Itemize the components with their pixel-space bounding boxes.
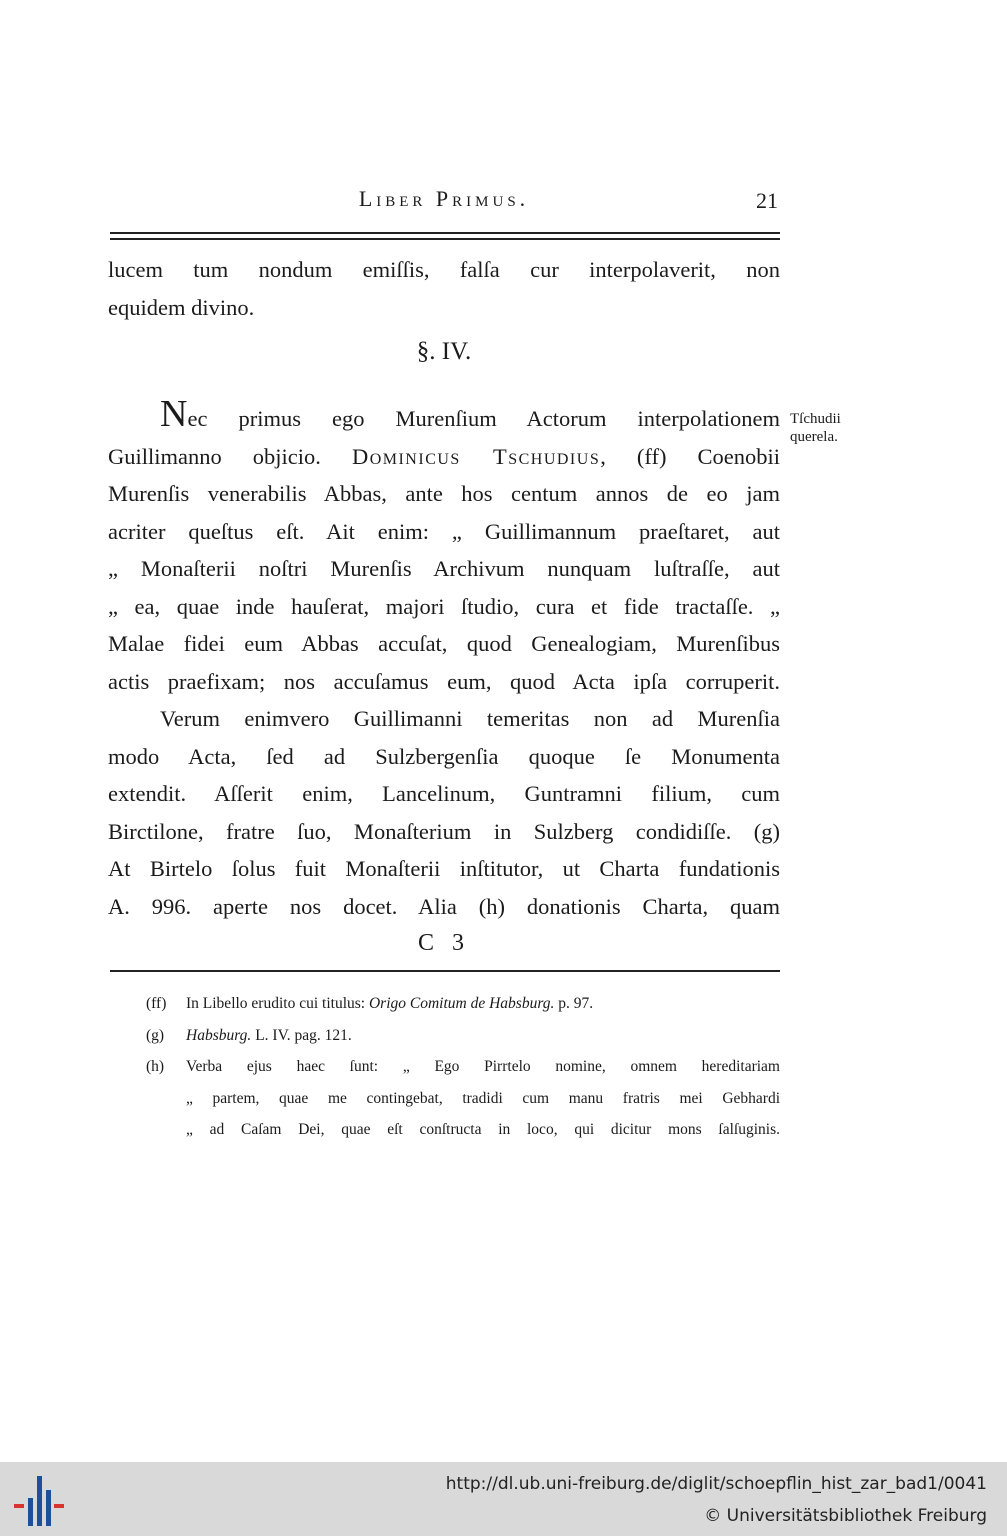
footnote-text: L. IV. pag. 121. [255,1026,352,1044]
text-line: „ ea, quae inde hauſerat, majori ſtudio, cura et fide tractaſſe. „ [108,593,780,619]
footnote-mark: (g) [146,1026,165,1044]
footnotes [146,988,780,1146]
document-url-link[interactable]: http://dl.ub.uni-freiburg.de/diglit/schoepflin_hist_zar_bad1/0041 [445,1474,987,1494]
footnote-rule [110,970,780,972]
drop-initial: N [160,393,188,435]
footnote-line: „ ad Caſam Dei, quae eſt conſtructa in loco, qui dicitur mons ſalſuginis. [186,1121,780,1138]
text-line: Murenſis venerabilis Abbas, ante hos centum annos de eo jam [108,481,780,506]
footnote-text: Verba ejus haec ſunt: „ Ego Pirrtelo nomine, omnem hereditariam [186,1058,780,1075]
footnote-h [146,1051,780,1083]
text-line: equidem divino. [108,294,255,320]
running-title: Liber Primus. [358,186,530,211]
text-line: lucem tum nondum emiſſis, falſa cur interpolaverit, non [108,257,780,282]
text-line: „ Monaſterii noſtri Murenſis Archivum nunquam luſtraſſe, aut [108,556,780,581]
running-head [108,186,780,216]
page-number: 21 [756,188,778,213]
author-name: Dominicus Tschudius [351,443,601,469]
footnote-g [146,1020,780,1052]
text-line: extendit. Aſſerit enim, Lancelinum, Guntramni filium, cum [108,781,780,806]
paragraph-2 [108,700,780,925]
text-line: actis praefixam; nos accuſamus eum, quod Acta ipſa corruperit. [108,668,780,694]
text-line [108,393,780,438]
footnote-title: Origo Comitum de Habsburg. [368,995,555,1012]
footnote-mark: (h) [146,1058,165,1075]
text-line: acriter queſtus eſt. Ait enim: „ Guillimannum praeſtaret, aut [108,518,780,544]
text-fragment: Guillimanno objicio. [108,443,321,469]
footnote-mark: (ff) [146,995,167,1012]
marginal-note [790,410,841,446]
footnote-title: Habsburg. [186,1026,252,1044]
text-fragment: , (ff) Coenobii [600,443,780,469]
section-heading: §. IV. [416,338,472,365]
marginal-note-line: querela. [790,429,838,445]
footnote-line: „ partem, quae me contingebat, tradidi cum manu fratris mei Gebhardi [186,1089,780,1107]
copyright-notice: © Universitätsbibliothek Freiburg [704,1506,987,1526]
text-line: At Birtelo ſolus fuit Monaſterii inſtitutor, ut Charta fundationis [108,856,780,881]
text-line: Verum enimvero Guillimanni temeritas non ad Murenſia [160,706,780,731]
ub-freiburg-logo-icon[interactable] [14,1472,64,1526]
footnote-text: p. 97. [558,995,594,1012]
text-line [108,438,780,476]
viewer-footer [0,1462,1007,1536]
continuation-text [108,251,780,326]
marginal-note-line: Tſchudii [790,411,841,427]
text-fragment: ec primus ego Murenſium Actorum interpolationem [187,406,780,431]
footnote-text: In Libello erudito cui titulus: [186,995,366,1012]
signature-mark: C 3 [417,930,470,956]
header-rule [110,232,780,240]
text-line: A. 996. aperte nos docet. Alia (h) donationis Charta, quam [108,893,780,919]
paragraph-1 [108,393,780,700]
text-line: modo Acta, ſed ad Sulzbergenſia quoque ſe Monumenta [108,743,780,769]
text-line: Birctilone, fratre ſuo, Monaſterium in Sulzberg condidiſſe. (g) [108,818,780,844]
text-line: Malae fidei eum Abbas accuſat, quod Genealogiam, Murenſibus [108,631,780,656]
footnote-ff [146,988,780,1020]
